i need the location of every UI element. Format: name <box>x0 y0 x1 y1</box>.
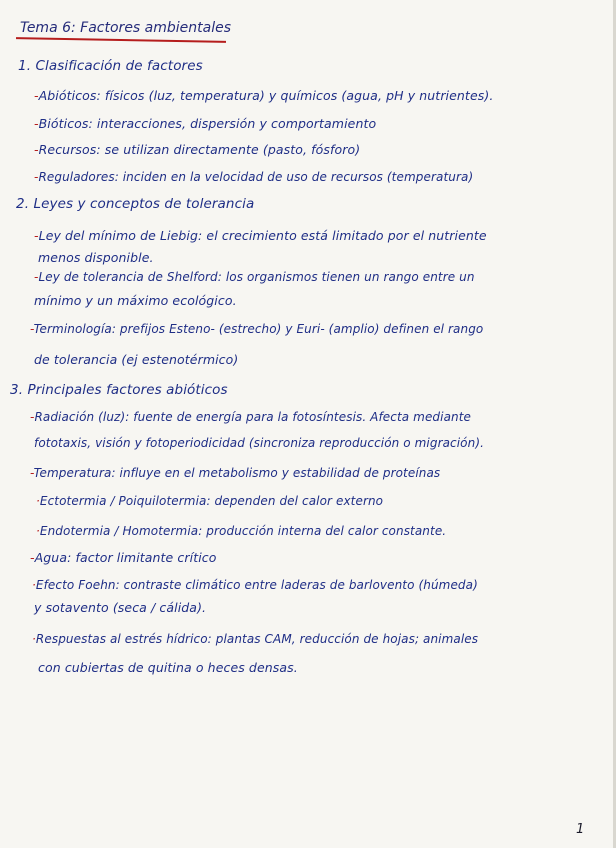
list-item <box>34 228 487 243</box>
list-item <box>34 142 360 157</box>
line-continuation: fototaxis, visión y fotoperiodicidad (sincroniza reproducción o migración). <box>34 436 485 450</box>
line-text: Radiación (luz): fuente de energía para la fotosíntesis. Afecta mediante <box>34 410 472 424</box>
list-item <box>32 632 478 646</box>
list-item <box>30 322 483 336</box>
line-text: Recursos: se utilizan directamente (pasto, fósforo) <box>38 142 361 157</box>
bullet-dash: - <box>30 322 34 336</box>
line-text: Bióticos: interacciones, dispersión y comportamiento <box>38 116 377 131</box>
page-number: 1 <box>576 822 585 837</box>
list-item <box>36 494 383 508</box>
line-text: Ley del mínimo de Liebig: el crecimiento está limitado por el nutriente <box>38 228 487 243</box>
list-item <box>34 170 473 184</box>
line-text: Temperatura: influye en el metabolismo y estabilidad de proteínas <box>33 466 441 480</box>
list-item <box>30 410 471 424</box>
line-text: Efecto Foehn: contraste climático entre laderas de barlovento (húmeda) <box>35 578 478 592</box>
bullet-dash: - <box>34 142 39 157</box>
bullet-dot: · <box>36 494 40 508</box>
section-heading-1: 1. Clasificación de factores <box>18 58 203 74</box>
line-text: Reguladores: inciden en la velocidad de uso de recursos (temperatura) <box>38 170 474 184</box>
line-continuation: con cubiertas de quitina o heces densas. <box>38 660 298 675</box>
line-text: Respuestas al estrés hídrico: plantas CAM, reducción de hojas; animales <box>35 632 479 646</box>
list-item <box>30 550 217 565</box>
list-item <box>34 88 493 103</box>
list-item <box>34 116 376 131</box>
line-text: Terminología: prefijos Esteno- (estrecho) y Euri- (amplio) definen el rango <box>33 322 484 336</box>
bullet-dash: - <box>30 550 35 565</box>
list-item <box>32 578 478 592</box>
line-text: Agua: factor limitante crítico <box>34 550 217 565</box>
bullet-dash: - <box>30 410 35 424</box>
line-continuation: de tolerancia (ej estenotérmico) <box>34 352 239 367</box>
list-item <box>36 524 446 538</box>
line-continuation: mínimo y un máximo ecológico. <box>34 293 237 308</box>
page-title: Tema 6: Factores ambientales <box>20 20 232 36</box>
line-text: Endotermia / Homotermia: producción interna del calor constante. <box>39 524 447 538</box>
bullet-dot: · <box>32 632 36 646</box>
line-text: Abióticos: físicos (luz, temperatura) y químicos (agua, pH y nutrientes). <box>38 88 494 103</box>
section-heading-2: 2. Leyes y conceptos de tolerancia <box>16 196 255 212</box>
bullet-dash: - <box>34 270 39 284</box>
bullet-dash: - <box>34 116 39 131</box>
bullet-dot: · <box>32 578 36 592</box>
line-continuation: y sotavento (seca / cálida). <box>34 600 207 615</box>
bullet-dash: - <box>34 228 39 243</box>
line-text: Ectotermia / Poiquilotermia: dependen del calor externo <box>39 494 384 508</box>
section-heading-3: 3. Principales factores abióticos <box>10 382 228 398</box>
bullet-dot: · <box>36 524 40 538</box>
bullet-dash: - <box>34 88 39 103</box>
list-item <box>34 270 475 284</box>
list-item <box>30 466 440 480</box>
bullet-dash: - <box>30 466 34 480</box>
bullet-dash: - <box>34 170 39 184</box>
title-underline <box>16 37 226 43</box>
line-continuation: menos disponible. <box>38 250 154 265</box>
line-text: Ley de tolerancia de Shelford: los organismos tienen un rango entre un <box>38 270 475 284</box>
